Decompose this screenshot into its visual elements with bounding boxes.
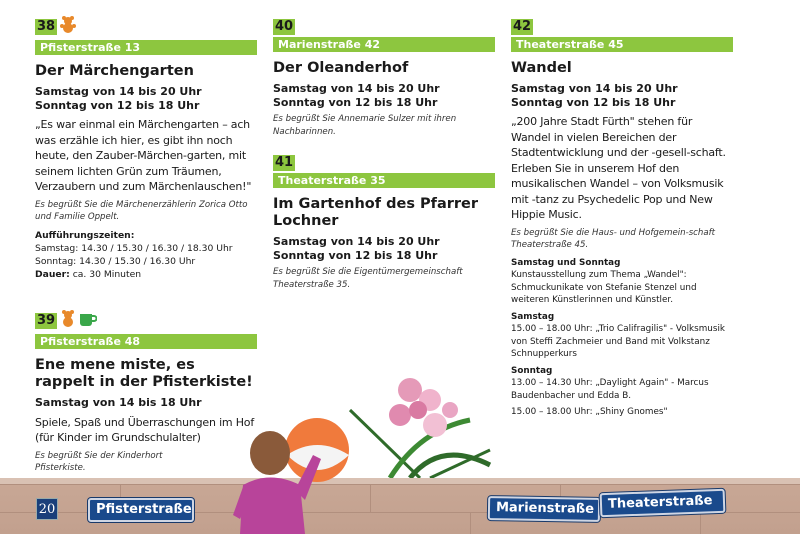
program-heading: Sonntag bbox=[511, 365, 553, 376]
program-text: 15.00 – 18.00 Uhr: „Shiny Gnomes" bbox=[511, 407, 668, 417]
time-line: Samstag von 14 bis 20 Uhr bbox=[511, 82, 678, 95]
time-line: Sonntag von 12 bis 18 Uhr bbox=[511, 95, 676, 109]
program-text: 13.00 – 14.30 Uhr: „Daylight Again" - Marcus Baudenbacher und Edda B. bbox=[511, 378, 709, 401]
entry-number: 38 bbox=[37, 19, 56, 34]
schedule-line: Sonntag: 14.30 / 15.30 / 16.30 Uhr bbox=[35, 255, 196, 267]
time-line: Sonntag von 12 bis 18 Uhr bbox=[35, 98, 200, 112]
greeting: Es begrüßt Sie die Märchenerzählerin Zorica Otto und Familie Oppelt. bbox=[35, 199, 248, 222]
entry-body: „Es war einmal ein Märchengarten – ach was erzähle ich hier, es gibt ihn noch heute, den Zauber-Märchen-garten, mit seinem lichten Grün zum Träumen, Verzaubern und zum Märchenlauschen!" bbox=[35, 118, 252, 193]
greeting: Es begrüßt Sie die Haus- und Hofgemein-schaft Theaterstraße 45. bbox=[511, 227, 716, 250]
time-line: Samstag von 14 bis 20 Uhr bbox=[273, 82, 440, 95]
entry-body: „200 Jahre Stadt Fürth" stehen für Wandel in vielen Bereichen der Stadtentwicklung und der -gesell-schaft. Erleben Sie in unserem Hof den musikalischen Wandel – von Volksmusik mit -tanz zu Psychedelic Pop und New Hippie Music. bbox=[511, 115, 726, 221]
street-bar: Pfisterstraße 48 bbox=[35, 334, 257, 349]
duration: ca. 30 Minuten bbox=[72, 268, 142, 280]
entry-number: 41 bbox=[275, 154, 294, 170]
entry-40 bbox=[273, 16, 495, 138]
entry-title: Der Oleanderhof bbox=[273, 60, 409, 76]
time-line: Samstag von 14 bis 20 Uhr bbox=[35, 85, 202, 98]
program-heading: Samstag bbox=[511, 311, 555, 322]
entry-number: 40 bbox=[275, 18, 294, 34]
entry-number: 42 bbox=[513, 18, 532, 34]
entry-title: Der Märchengarten bbox=[35, 63, 194, 79]
teddy-bear-icon bbox=[60, 16, 76, 38]
street-sign-theaterstrasse: Theaterstraße bbox=[600, 489, 726, 517]
street-bar: Pfisterstraße 13 bbox=[35, 40, 257, 55]
entry-title: Ene mene miste, es rappelt in der Pfisterkiste! bbox=[35, 357, 253, 390]
entry-title: Im Gartenhof des Pfarrer Lochner bbox=[273, 196, 479, 229]
program-text: Kunstausstellung zum Thema „Wandel": Schmuckunikate von Stefanie Stenzel und weiteren Künstlerinnen und Künstler. bbox=[511, 270, 697, 305]
entry-number: 39 bbox=[37, 313, 56, 328]
time-line: Samstag von 14 bis 20 Uhr bbox=[273, 235, 440, 248]
street-bar: Marienstraße 42 bbox=[273, 37, 495, 52]
time-line: Sonntag von 12 bis 18 Uhr bbox=[273, 248, 438, 262]
schedule-heading: Aufführungszeiten: bbox=[35, 229, 135, 241]
program-heading: Samstag und Sonntag bbox=[511, 257, 621, 268]
entry-41 bbox=[273, 152, 495, 291]
entry-38 bbox=[35, 16, 257, 281]
teddy-bear-icon bbox=[60, 310, 76, 332]
greeting: Es begrüßt Sie die Eigentümergemeinschaft Theaterstraße 35. bbox=[273, 267, 463, 290]
entry-39 bbox=[35, 310, 257, 475]
greeting: Es begrüßt Sie der Kinderhort Pfisterkiste. bbox=[35, 450, 163, 473]
duration-label: Dauer: bbox=[35, 268, 70, 280]
entry-title: Wandel bbox=[511, 60, 572, 76]
street-sign-marienstrasse: Marienstraße bbox=[488, 496, 600, 522]
street-bar: Theaterstraße 45 bbox=[511, 37, 733, 52]
page-number: 20 bbox=[36, 498, 58, 520]
street-sign-pfisterstrasse: Pfisterstraße bbox=[88, 498, 194, 522]
entry-42 bbox=[511, 16, 733, 419]
time-line: Samstag von 14 bis 18 Uhr bbox=[35, 396, 202, 409]
street-bar: Theaterstraße 35 bbox=[273, 173, 495, 188]
time-line: Sonntag von 12 bis 18 Uhr bbox=[273, 95, 438, 109]
entry-body: Spiele, Spaß und Überraschungen im Hof (für Kinder im Grundschulalter) bbox=[35, 415, 255, 444]
greeting: Es begrüßt Sie Annemarie Sulzer mit ihren Nachbarinnen. bbox=[273, 114, 457, 137]
cup-icon bbox=[79, 312, 97, 331]
child-with-ball-image bbox=[225, 415, 365, 534]
schedule-line: Samstag: 14.30 / 15.30 / 16.30 / 18.30 Uhr bbox=[35, 242, 233, 254]
program-text: 15.00 – 18.00 Uhr: „Trio Califragilis" - Volksmusik von Steffi Zachmeier und Band mit Volkstanz Schnupperkurs bbox=[511, 324, 725, 359]
